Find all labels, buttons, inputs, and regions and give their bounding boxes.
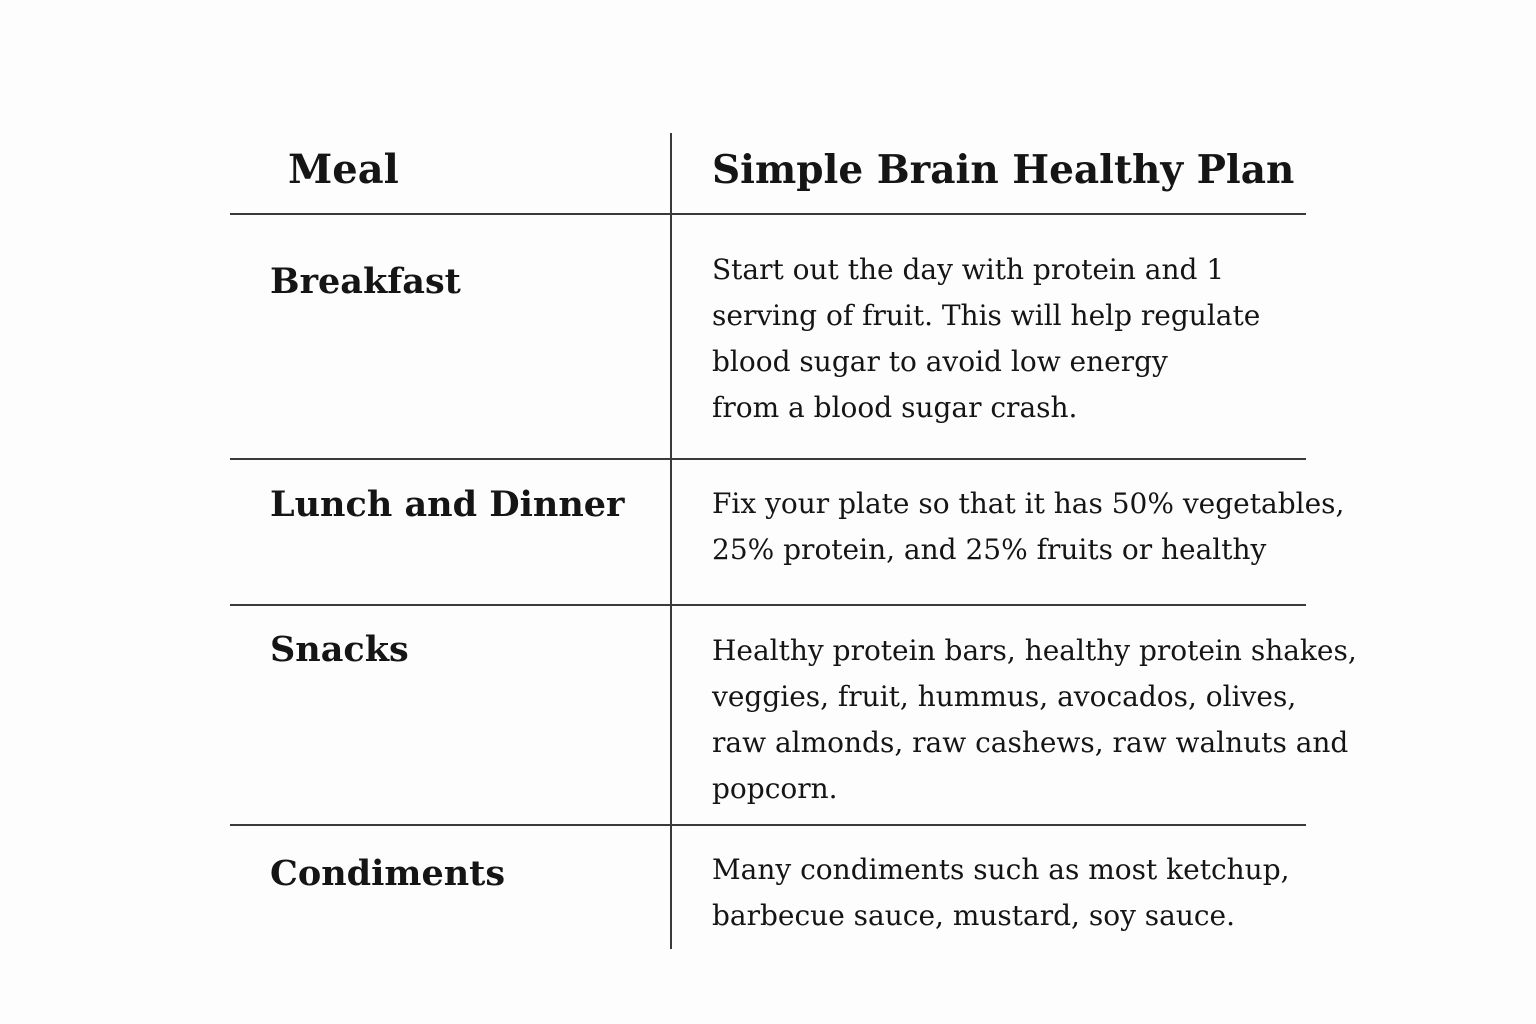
plan-text-line: blood sugar to avoid low energy <box>712 345 1168 378</box>
column-divider <box>670 133 672 949</box>
plan-text-line: Healthy protein bars, healthy protein shakes, <box>712 634 1357 667</box>
plan-text-line: popcorn. <box>712 772 838 805</box>
plan-text-line: Many condiments such as most ketchup, <box>712 853 1290 886</box>
header-row-divider <box>230 213 1306 215</box>
plan-text-snacks <box>712 628 1357 812</box>
plan-text-line: barbecue sauce, mustard, soy sauce. <box>712 899 1236 932</box>
row-divider <box>230 604 1306 606</box>
plan-text-line: raw almonds, raw cashews, raw walnuts and <box>712 726 1349 759</box>
plan-text-line: Start out the day with protein and 1 <box>712 253 1225 286</box>
meal-label-condiments: Condiments <box>270 853 506 894</box>
meal-label-snacks: Snacks <box>270 629 409 670</box>
meal-label-lunch-dinner: Lunch and Dinner <box>270 484 625 525</box>
plan-text-line: veggies, fruit, hummus, avocados, olives, <box>712 680 1297 713</box>
plan-text-lunch-dinner <box>712 481 1344 573</box>
row-divider <box>230 824 1306 826</box>
column-header-meal: Meal <box>288 146 399 193</box>
plan-text-line: 25% protein, and 25% fruits or healthy <box>712 533 1267 566</box>
meal-label-breakfast: Breakfast <box>270 261 461 302</box>
plan-text-condiments <box>712 847 1290 939</box>
plan-text-line: Fix your plate so that it has 50% vegetables, <box>712 487 1345 520</box>
plan-text-line: from a blood sugar crash. <box>712 391 1078 424</box>
plan-text-line: serving of fruit. This will help regulate <box>712 299 1261 332</box>
plan-text-breakfast <box>712 247 1260 431</box>
row-divider <box>230 458 1306 460</box>
column-header-plan: Simple Brain Healthy Plan <box>712 147 1295 193</box>
